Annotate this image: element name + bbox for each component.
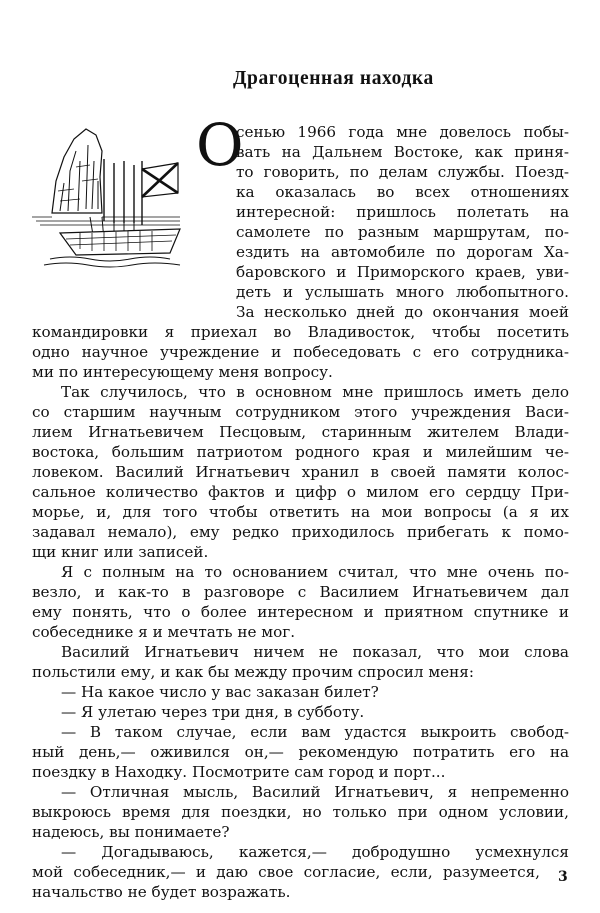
text-line: — Догадываюсь, кажется,— добродушно усмехнулся	[61, 843, 569, 861]
text-line: командировки я приехал во Владивосток, чтобы посетить	[32, 323, 569, 341]
text-line: ка оказалась во всех отношениях	[236, 183, 569, 201]
chapter-title: Драгоценная находка	[233, 68, 434, 89]
text-line: — В таком случае, если вам удастся выкроить свобод-	[61, 723, 569, 741]
text-line: щи книг или записей.	[32, 543, 209, 561]
page-number: 3	[558, 869, 568, 885]
text-line: морье, и, для того чтобы ответить на мои вопросы (а я их	[32, 503, 569, 521]
text-line: мой собеседник,— и даю свое согласие, если, разумеется,	[32, 863, 540, 881]
text-line: Я с полным на то основанием считал, что мне очень по-	[61, 563, 569, 581]
text-line: везло, и как-то в разговоре с Василием Игнатьевичем дал	[32, 583, 569, 601]
text-line: собеседнике я и мечтать не мог.	[32, 623, 296, 641]
text-line: надеюсь, вы понимаете?	[32, 823, 230, 841]
text-line: польстили ему, и как бы между прочим спросил меня:	[32, 663, 474, 681]
text-line: задавал немало), ему редко приходилось прибегать к помо-	[32, 523, 569, 541]
text-line: ловеком. Василий Игнатьевич хранил в своей памяти колос-	[32, 463, 569, 481]
text-line: ный день,— оживился он,— рекомендую потратить его на	[32, 743, 569, 761]
text-line: — Я улетаю через три дня, в субботу.	[61, 703, 365, 721]
text-line: интересной: пришлось полетать на	[236, 203, 569, 221]
text-line: ездить на автомобиле по дорогам Ха-	[236, 243, 569, 261]
drop-cap: О	[196, 111, 244, 179]
text-line: со старшим научным сотрудником этого учреждения Васи-	[32, 403, 569, 421]
text-line: поездку в Находку. Посмотрите сам город и порт...	[32, 763, 446, 781]
text-line: выкроюсь время для поездки, но только при одном условии,	[32, 803, 569, 821]
text-line: начальство не будет возражать.	[32, 883, 291, 901]
text-line: сенью 1966 года мне довелось побы-	[236, 123, 569, 141]
text-line: Василий Игнатьевич ничем не показал, что мои слова	[61, 643, 569, 661]
ship-illustration	[30, 121, 190, 269]
text-line: самолете по разным маршрутам, по-	[236, 223, 569, 241]
text-line: вать на Дальнем Востоке, как приня-	[236, 143, 569, 161]
text-line: ми по интересующему меня вопросу.	[32, 363, 333, 381]
text-line: востока, большим патриотом родного края и милейшим че-	[32, 443, 569, 461]
text-line: — На какое число у вас заказан билет?	[61, 683, 379, 701]
text-line: За несколько дней до окончания моей	[236, 303, 569, 321]
text-line: сальное количество фактов и цифр о милом его сердцу При-	[32, 483, 569, 501]
text-line: баровского и Приморского краев, уви-	[236, 263, 569, 281]
text-line: Так случилось, что в основном мне пришлось иметь дело	[61, 383, 569, 401]
text-line: одно научное учреждение и побеседовать с его сотрудника-	[32, 343, 569, 361]
text-line: ему понять, что о более интересном и приятном спутнике и	[32, 603, 569, 621]
text-line: то говорить, по делам службы. Поезд-	[236, 163, 569, 181]
text-line: деть и услышать много любопытного.	[236, 283, 569, 301]
text-line: лием Игнатьевичем Песцовым, старинным жителем Влади-	[32, 423, 569, 441]
text-line: — Отличная мысль, Василий Игнатьевич, я непременно	[61, 783, 569, 801]
